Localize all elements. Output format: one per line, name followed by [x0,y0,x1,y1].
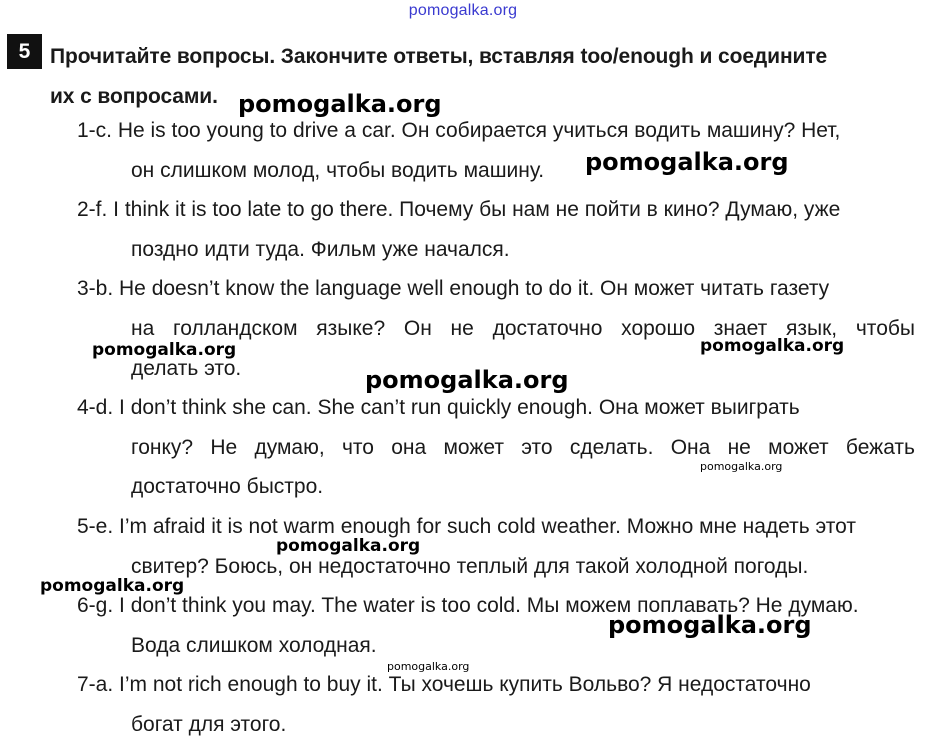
answer-line: достаточно быстро. [131,475,324,499]
answer-item-5 [0,507,926,586]
task-number-badge: 5 [7,34,42,69]
answer-line: свитер? Боюсь, он недостаточно теплый для такой холодной погоды. [131,554,809,578]
answer-line: 7-a. I’m not rich enough to buy it. Ты хочешь купить Вольво? Я недостаточно [77,673,811,697]
answer-item-7 [0,665,926,744]
answer-line: 5-e. I’m afraid it is not warm enough for such cold weather. Можно мне надеть этот [77,514,857,538]
answer-line: делать это. [131,356,242,380]
answer-line: 6-g. I don’t think you may. The water is too cold. Мы можем поплавать? Не думаю. [77,594,859,618]
watermark: pomogalka.org [238,90,442,118]
instruction-line-1: Прочитайте вопросы. Закончите ответы, вставляя too/enough и соедините [50,45,828,68]
answer-line: 1-c. He is too young to drive a car. Он собирается учиться водить машину? Нет, [77,119,841,142]
header-watermark: pomogalka.org [408,2,518,19]
watermark: pomogalka.org [608,611,812,639]
watermark: pomogalka.org [700,336,845,356]
answer-line: он слишком молод, чтобы водить машину. [131,158,545,182]
answer-line: поздно идти туда. Фильм уже начался. [131,237,510,261]
watermark: pomogalka.org [276,536,421,556]
answer-line: 3-b. He doesn’t know the language well enough to do it. Он может читать газету [77,277,830,301]
answer-line: 4-d. I don’t think she can. She can’t run quickly enough. Она может выиграть [77,396,800,420]
answer-line: Вода слишком холодная. [131,633,377,657]
answer-line: на голландском языке? Он не достаточно хорошо знает язык, чтобы [131,316,915,340]
watermark: pomogalka.org [585,148,789,176]
watermark: pomogalka.org [92,340,237,360]
watermark: pomogalka.org [387,660,470,673]
watermark: pomogalka.org [700,460,783,473]
watermark: pomogalka.org [40,576,185,596]
answer-line: гонку? Не думаю, что она может это сделать. Она не может бежать [131,435,915,459]
answers-list [0,111,926,745]
answer-line: 2-f. I think it is too late to go there. Почему бы нам не пойти в кино? Думаю, уже [77,198,841,222]
instruction-line-2: их с вопросами. [50,85,218,108]
answer-item-2 [0,190,926,269]
task-instruction [50,37,920,117]
watermark: pomogalka.org [365,366,569,394]
answer-item-4 [0,388,926,507]
answer-line: богат для этого. [131,712,287,736]
